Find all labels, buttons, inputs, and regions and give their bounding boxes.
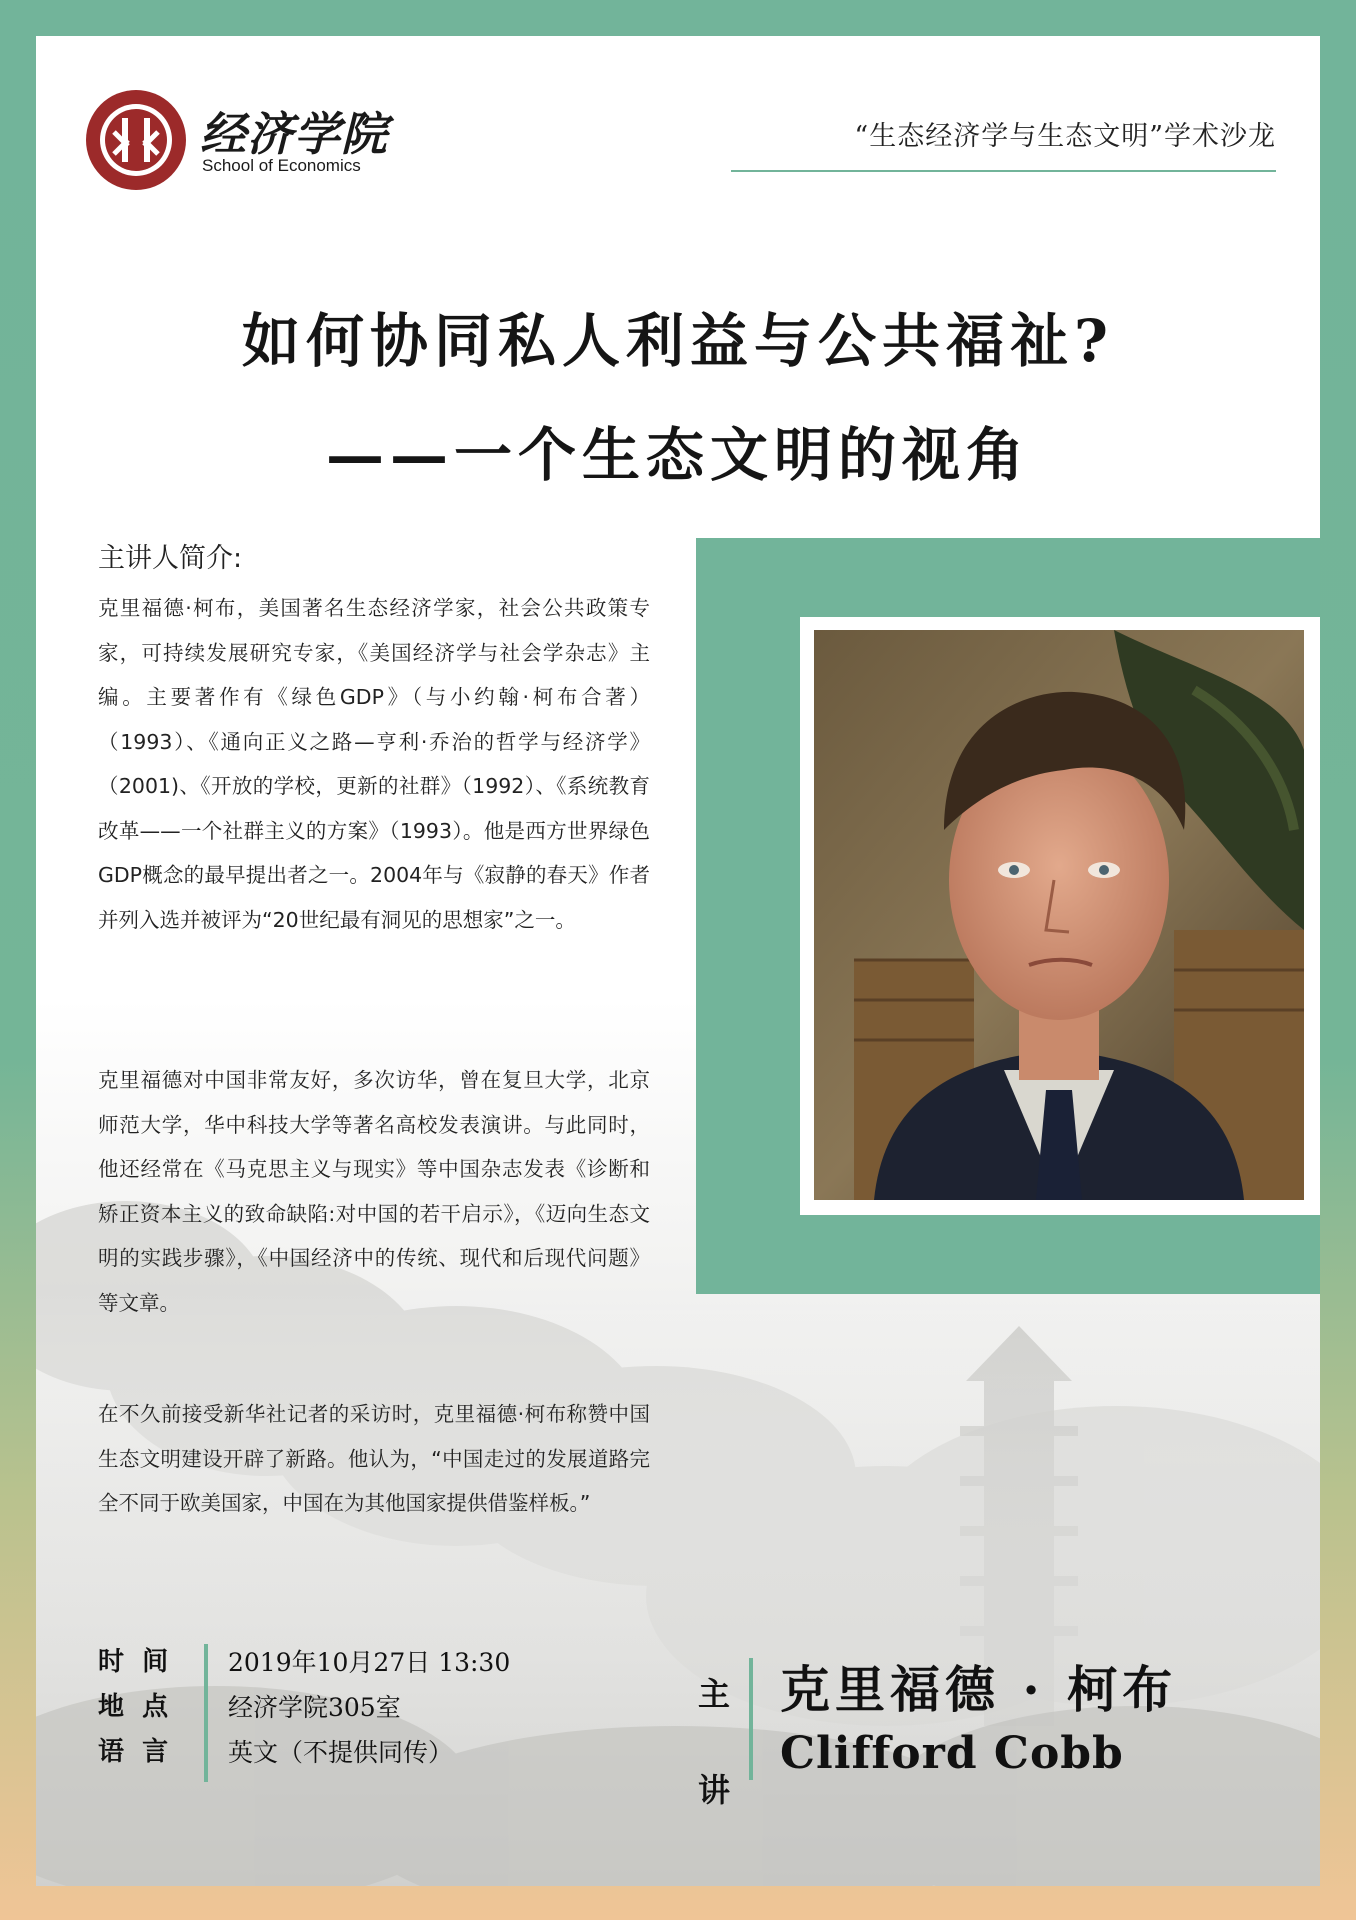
place-label: 地 点 <box>98 1692 169 1722</box>
salon-series-title: “生态经济学与生态文明”学术沙龙 <box>854 121 1276 152</box>
poster-sheet <box>36 36 1320 1886</box>
speaker-bio-heading: 主讲人简介: <box>98 543 243 574</box>
speaker-bio-paragraph: 在不久前接受新华社记者的采访时，克里福德·柯布称赞中国生态文明建设开辟了新路。他认为，“中国走过的发展道路完全不同于欧美国家，中国在为其他国家提供借鉴样板。” <box>98 1402 650 1515</box>
school-name-en: School of Economics <box>202 156 361 175</box>
lecture-title: 如何协同私人利益与公共福祉? <box>242 307 1114 375</box>
salon-underline <box>731 170 1276 172</box>
event-info-divider <box>204 1644 208 1782</box>
speaker-label-char: 主 <box>697 1675 730 1713</box>
language-label: 语 言 <box>98 1737 169 1767</box>
lecture-subtitle: ——一个生态文明的视角 <box>325 421 1030 489</box>
speaker-bio-paragraph: 克里福德·柯布，美国著名生态经济学家，社会公共政策专家，可持续发展研究专家，《美国经济学与社会学杂志》主编。主要著作有《绿色GDP》（与小约翰·柯布合著）（1993）、《通向正义之路—亨利·乔治的哲学与经济学》（2001)、《开放的学校，更新的社群》（1992）、《系统教育改革——一个社群主义的方案》（1993）。他是西方世界绿色GDP概念的最早提出者之一。2004年与《寂静的春天》作者并列入选并被评为“20世纪最有洞见的思想家”之一。 <box>98 596 650 932</box>
event-info-labels <box>98 1640 198 1775</box>
event-language: 英文（不提供同传） <box>228 1738 454 1767</box>
speaker-bio-paragraph: 克里福德对中国非常友好，多次访华，曾在复旦大学，北京师范大学，华中科技大学等著名高校发表演讲。与此同时，他还经常在《马克思主义与现实》等中国杂志发表《诊断和矫正资本主义的致命缺陷:对中国的若干启示》，《迈向生态文明的实践步骤》，《中国经济中的传统、现代和后现代问题》等文章。 <box>98 1068 650 1315</box>
speaker-portrait-photo <box>814 630 1304 1200</box>
speaker-name-en: Clifford Cobb <box>780 1728 1124 1779</box>
speaker-name-cn: 克里福德 · 柯布 <box>780 1660 1178 1719</box>
school-name-cn: 经济学院 <box>200 107 388 161</box>
school-logo <box>84 88 404 198</box>
event-place: 经济学院305室 <box>228 1693 401 1722</box>
event-time: 2019年10月27日 13:30 <box>228 1648 511 1677</box>
speaker-label-char: 讲 <box>697 1771 730 1809</box>
time-label: 时 间 <box>98 1647 169 1677</box>
event-info-values <box>228 1640 648 1775</box>
peking-university-seal-icon <box>84 88 188 192</box>
speaker-label <box>694 1646 734 1838</box>
speaker-divider <box>749 1658 753 1780</box>
